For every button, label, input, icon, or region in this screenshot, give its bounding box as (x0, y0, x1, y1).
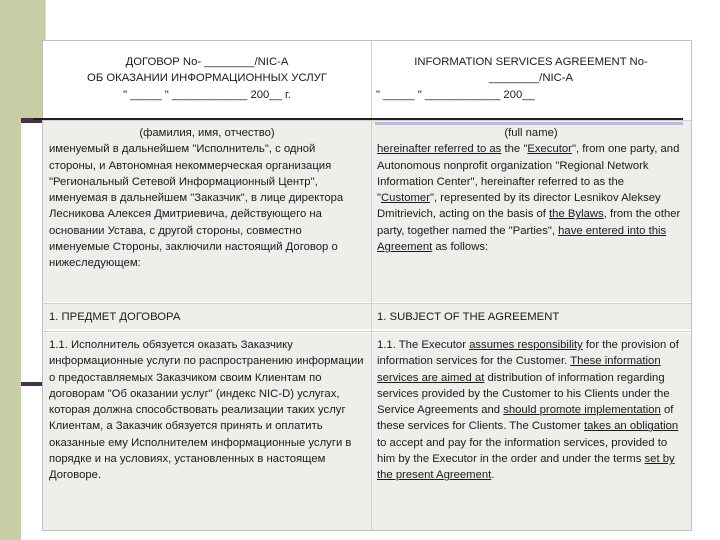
text-run: the " (501, 143, 528, 156)
underlined-phrase: hereinafter referred to as (377, 143, 502, 156)
en-title-line-2: ________/NIC-A (488, 72, 574, 85)
ru-title-line-2: ОБ ОКАЗАНИИ ИНФОРМАЦИОННЫХ УСЛУГ (87, 72, 327, 85)
underlined-phrase: takes an obligation (583, 420, 679, 433)
text-run: ", from one party, and Autonomous nonprofit organization "Regional Network Information Center", hereinafter referred to as the " (377, 143, 680, 205)
en-section-heading-cell (371, 304, 691, 329)
row-divider (43, 303, 691, 304)
underlined-phrase: assumes responsibility (469, 339, 583, 351)
en-parties-cell (371, 121, 691, 302)
ru-clause-1-1-text: 1.1. Исполнитель обязуется оказать Заказчику информационные услуги по распространению информации о предоставляемых Заказчиком своим Клиентам по договорам "Об оказании услуг" (индекс NIC-D) услугах, которая должна способствовать реализации таких услуг Клиентам, а Заказчик обязуется принять и оплатить оказанные ему Исполнителем информационные услуги в порядке и на условиях, установленных в настоящем Договоре. (49, 339, 364, 482)
underlined-phrase: set by the present Agreement (377, 453, 675, 482)
row-divider (43, 331, 691, 332)
text-run: to accept and pay for the information services, provided to him by the Executor in the order and under the terms (377, 436, 668, 466)
ru-parties-cell (43, 121, 371, 302)
text-run: of these services for Clients. The Customer (377, 404, 674, 433)
ru-header-cell (43, 41, 371, 119)
text-run: 1.1. The Executor (377, 339, 470, 351)
text-run: ", represented by its director Lesnikov Aleksey Dmitrievich, acting on the basis of (377, 192, 661, 221)
underlined-phrase: the Bylaws (549, 208, 604, 221)
en-date-line: " _____ " ____________ 200__ (376, 88, 535, 101)
text-run: . (491, 469, 495, 482)
ru-section-heading: 1. ПРЕДМЕТ ДОГОВОРА (49, 311, 181, 323)
en-clause-1-1-cell (371, 333, 691, 530)
text-run: as follows: (432, 241, 489, 254)
text-run: for the provision of information services for the Customer. (377, 339, 679, 368)
en-title-line-1: INFORMATION SERVICES AGREEMENT No- (414, 56, 648, 68)
bilingual-contract-table (42, 40, 692, 531)
underlined-phrase: should promote implementation (503, 404, 661, 417)
header-rule-black (33, 118, 683, 120)
underlined-phrase: These information services are aimed at (377, 355, 661, 384)
ru-clause-1-1-cell (43, 333, 371, 530)
header-rule-soft (375, 122, 683, 125)
text-run: , from the other party, together named the "Parties", (377, 208, 681, 237)
en-parties-text (377, 141, 685, 255)
ru-fullname-placeholder: (фамилия, имя, отчество) (139, 127, 275, 139)
en-header-cell (371, 41, 691, 119)
text-run: distribution of information regarding services provided by the Customer to his Clients under the Service Agreements and (377, 371, 670, 417)
column-divider (371, 41, 372, 530)
row-divider (43, 120, 691, 121)
ru-title-line-1: ДОГОВОР No- ________/NIC-A (125, 56, 289, 68)
underlined-phrase: Customer (381, 192, 430, 205)
ru-date-line: " _____ " ____________ 200__ г. (123, 88, 291, 101)
en-clause-1-1-text (377, 337, 685, 484)
underlined-phrase: have entered into this Agreement (377, 224, 667, 254)
ru-section-heading-cell (43, 304, 371, 329)
underlined-phrase: Executor (527, 143, 572, 156)
ru-parties-text: именуемый в дальнейшем "Исполнитель", с одной стороны, и Автономная некоммерческая организация "Региональный Сетевой Информационный Центр", именуемая в дальнейшем "Заказчик", в лице директора Лесникова Алексея Дмитриевича, действующего на основании Устава, с другой стороны, совместно именуемые Стороны, заключили настоящий Договор о нижеследующем: (49, 143, 344, 270)
left-decor-band (0, 0, 21, 540)
en-section-heading: 1. SUBJECT OF THE AGREEMENT (377, 311, 560, 323)
en-fullname-placeholder: (full name) (504, 127, 558, 139)
